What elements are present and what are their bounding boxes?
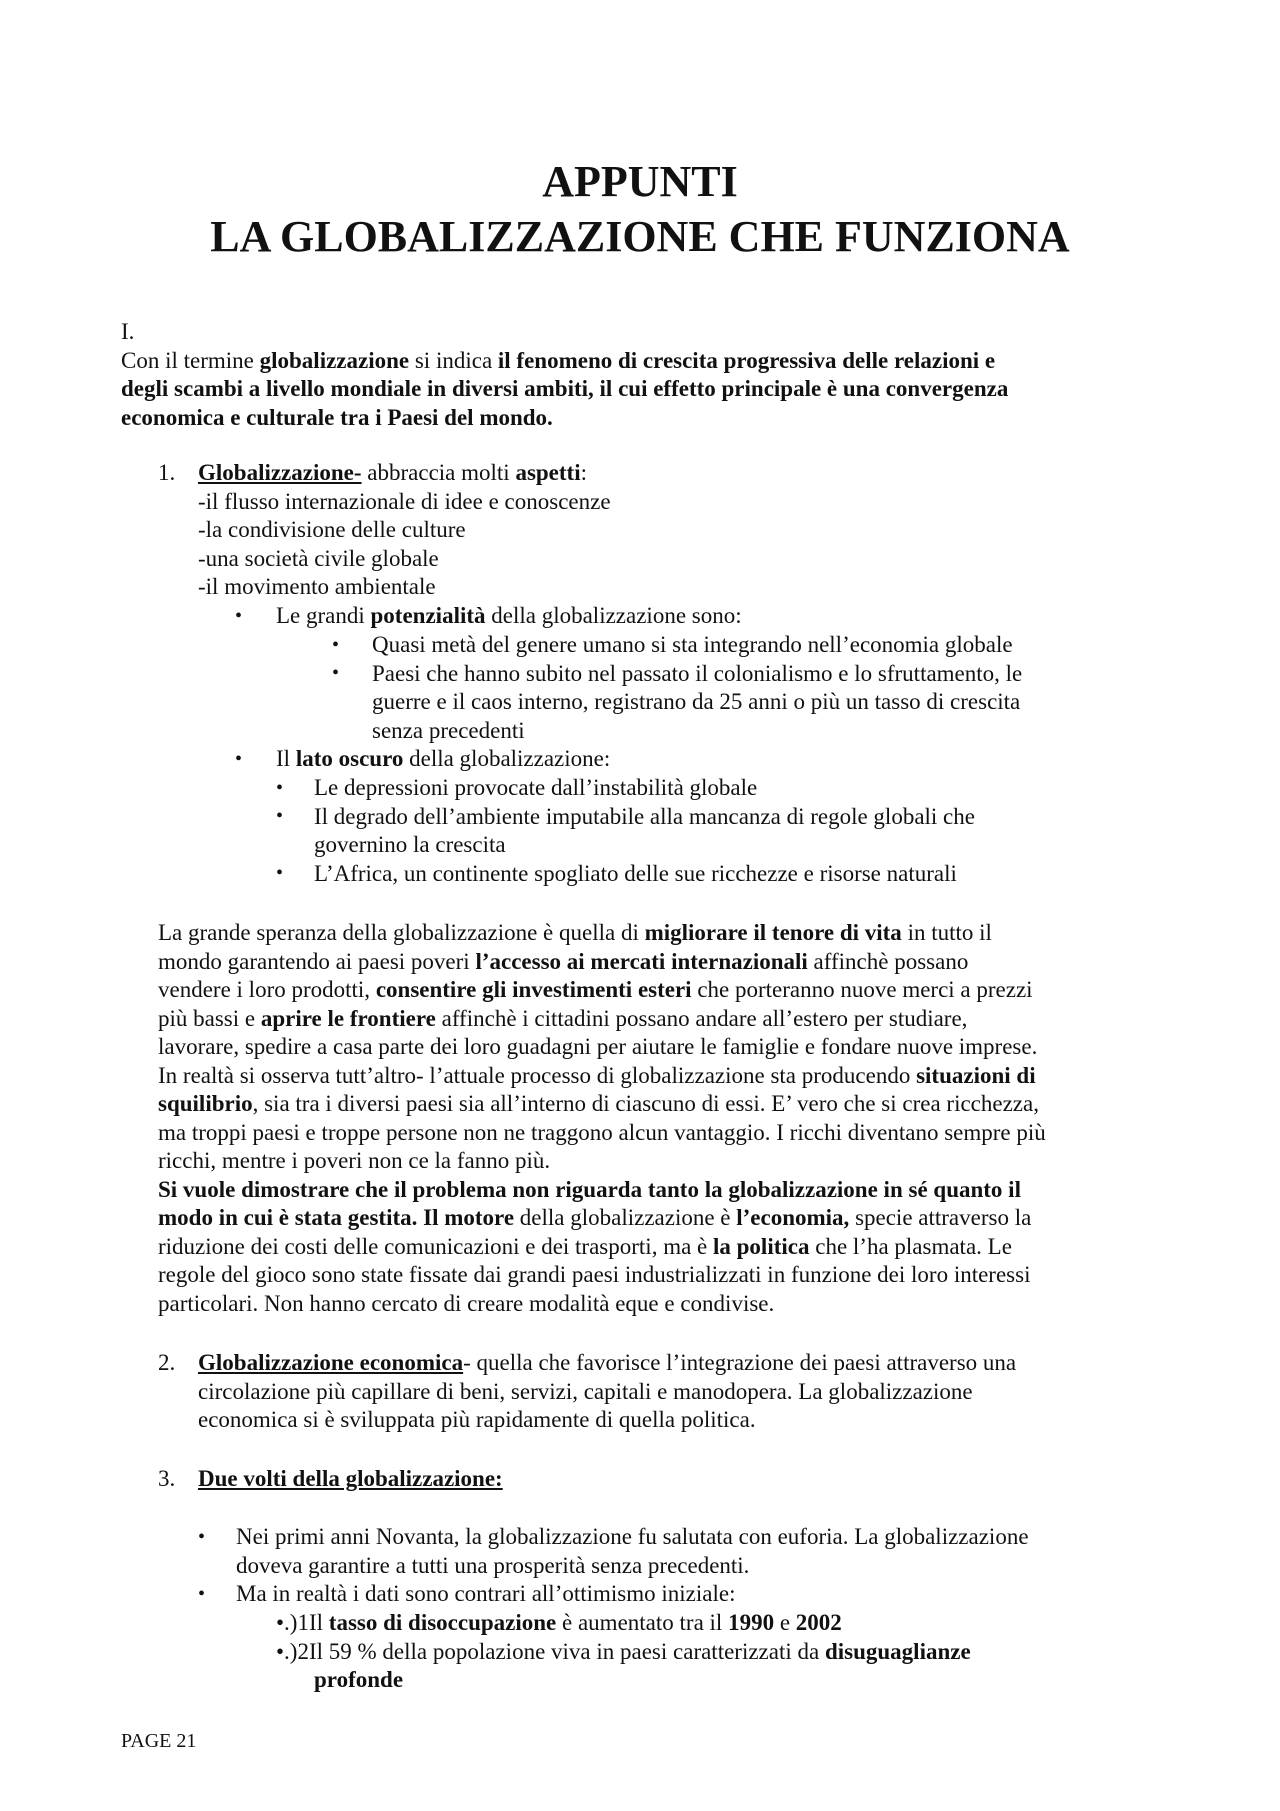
section-1-number: 1.: [158, 460, 176, 485]
text: Il: [308, 1610, 329, 1635]
text: affinchè i cittadini possano andare all’estero per studiare,: [435, 1005, 968, 1031]
aspect-item: -il movimento ambientale: [198, 574, 436, 599]
text: :: [580, 460, 587, 485]
text: Nei primi anni Novanta, la globalizzazione fu salutata con euforia. La globalizzazione: [236, 1524, 1029, 1549]
bullet-icon: •: [235, 748, 243, 770]
sub-item-1: [276, 1609, 971, 1638]
sub-item-2-cont: [276, 1666, 971, 1695]
list-item: Il degrado dell’ambiente imputabile alla mancanza di regole globali che: [314, 803, 975, 829]
text: della globalizzazione:: [403, 746, 611, 771]
bullet-icon: •: [198, 1526, 206, 1548]
text: , sia tra i diversi paesi sia all’interno di ciascuno di essi. E’ vero che si crea ricchezza,: [252, 1091, 1039, 1116]
text: che l’ha plasmata. Le: [809, 1233, 1012, 1259]
title-line-1: APPUNTI: [542, 157, 738, 206]
text: della globalizzazione è: [514, 1205, 737, 1230]
text: economica si è sviluppata più rapidamente di quella politica.: [198, 1407, 756, 1432]
section-2-block: [198, 1349, 1016, 1435]
title-line-2: LA GLOBALIZZAZIONE CHE FUNZIONA: [210, 212, 1070, 261]
list-item: Paesi che hanno subito nel passato il colonialismo e lo sfruttamento, le: [372, 660, 1023, 686]
text: lavorare, spedire a casa parte dei loro guadagni per aiutare le famiglie e fondare nuove imprese.: [158, 1034, 1038, 1059]
text: in tutto il: [901, 920, 992, 945]
section-1-heading: [198, 459, 611, 488]
text: regole del gioco sono state fissate dai grandi paesi industrializzati in funzione dei loro interessi: [158, 1262, 1031, 1287]
text-bold: 1990: [728, 1610, 775, 1635]
intro-line-3: [121, 404, 1008, 433]
text: affinchè possano: [807, 948, 969, 974]
text-bold: profonde: [314, 1667, 404, 1692]
aspect-item: -la condivisione delle culture: [198, 517, 466, 542]
intro-line-2: [121, 375, 1008, 404]
list-item: Quasi metà del genere umano si sta integrando nell’economia globale: [372, 632, 1013, 657]
list-item: Le depressioni provocate dall’instabilità globale: [314, 775, 758, 800]
list-item: guerre e il caos interno, registrano da 25 anni o più un tasso di crescita: [372, 689, 1021, 714]
text: Ma in realtà i dati sono contrari all’ottimismo iniziale:: [236, 1581, 736, 1606]
aspect-item: -una società civile globale: [198, 545, 439, 571]
intro-block: [121, 318, 1008, 432]
list-item: L’Africa, un continente spogliato delle sue ricchezze e risorse naturali: [314, 860, 957, 886]
sub-list: [276, 1609, 971, 1695]
text: è aumentato tra il: [556, 1610, 729, 1635]
bullet-icon: •: [276, 805, 284, 827]
text-bold: disuguaglianze: [824, 1638, 971, 1664]
text-bold: degli scambi a livello mondiale in diversi ambiti, il cui effetto principale è una convergenza: [121, 376, 1009, 401]
text: Il 59 % della popolazione viva in paesi caratterizzati da: [308, 1638, 825, 1664]
text: ricchi, mentre i poveri non ce la fanno più.: [158, 1148, 551, 1173]
main-paragraph: [158, 919, 1046, 1318]
text-bold: lato oscuro: [295, 746, 404, 771]
bullet-icon: •: [332, 662, 340, 684]
bullet-icon: •: [235, 605, 243, 627]
bullet-icon: •: [198, 1583, 206, 1605]
text-bold: aspetti: [515, 460, 581, 485]
potential-list: [372, 631, 1022, 745]
bullet-icon: •: [276, 862, 284, 884]
text: specie attraverso la: [849, 1205, 1032, 1230]
section-3-number: 3.: [158, 1466, 176, 1491]
text: Il: [276, 746, 296, 771]
page-number: PAGE 21: [121, 1730, 197, 1752]
sub-item-2: [276, 1638, 971, 1667]
text: doveva garantire a tutti una prosperità senza precedenti.: [236, 1552, 750, 1578]
text-bold: tasso di disoccupazione: [328, 1610, 557, 1635]
sub-item-marker: •.)1: [276, 1610, 309, 1635]
text: particolari. Non hanno cercato di creare modalità eque e condivise.: [158, 1290, 775, 1316]
bullet-icon: •: [332, 634, 340, 656]
section-3-heading: [198, 1465, 503, 1494]
text: - quella che favorisce l’integrazione dei paesi attraverso una: [463, 1350, 1017, 1375]
text: riduzione dei costi delle comunicazioni e dei trasporti, ma è: [158, 1233, 713, 1259]
text-bold: migliorare il tenore di vita: [644, 920, 902, 945]
text: circolazione più capillare di beni, servizi, capitali e manodopera. La globalizzazione: [198, 1378, 973, 1404]
text-bold: Si vuole dimostrare che il problema non riguarda tanto la globalizzazione in sé quanto il: [158, 1176, 1021, 1202]
section-2-number: 2.: [158, 1350, 176, 1375]
text: più bassi e: [158, 1005, 261, 1031]
text-bold: situazioni di: [916, 1062, 1036, 1088]
text-bold: globalizzazione: [259, 347, 410, 373]
text-bold: modo in cui è stata gestita. Il motore: [158, 1205, 515, 1230]
heading-underlined: Globalizzazione-: [198, 460, 362, 485]
text-bold: 2002: [795, 1610, 842, 1635]
section-1-block: [198, 459, 611, 602]
text: della globalizzazione sono:: [485, 603, 742, 628]
text: In realtà si osserva tutt’altro- l’attuale processo di globalizzazione sta producendo: [158, 1062, 917, 1088]
text-bold: il fenomeno di crescita progressiva delle relazioni e: [497, 347, 996, 373]
heading-underlined: Due volti della globalizzazione:: [198, 1466, 503, 1491]
list-item: governino la crescita: [314, 832, 506, 857]
roman-numeral: I.: [121, 319, 135, 344]
text: mondo garantendo ai paesi poveri: [158, 948, 476, 974]
section-3-bullet-1: [236, 1523, 1029, 1580]
text: e: [774, 1610, 796, 1635]
text: che porteranno nuove merci a prezzi: [691, 977, 1033, 1002]
text-bold: squilibrio: [158, 1091, 253, 1116]
heading-underlined: Globalizzazione economica: [198, 1350, 464, 1375]
text-bold: l’economia,: [736, 1205, 850, 1230]
text-bold: la politica: [713, 1233, 810, 1259]
text: abbraccia molti: [361, 460, 516, 485]
text: ma troppi paesi e troppe persone non ne traggono alcun vantaggio. I ricchi diventano sempre più: [158, 1119, 1046, 1145]
text: La grande speranza della globalizzazione è quella di: [158, 920, 645, 945]
text: Le grandi: [276, 603, 371, 628]
bullet-icon: •: [276, 777, 284, 799]
text: Con il termine: [121, 347, 260, 373]
potential-heading: [276, 602, 742, 631]
text-bold: economica e culturale tra i Paesi del mondo.: [121, 404, 553, 430]
text-bold: potenzialità: [370, 603, 486, 628]
sub-item-marker: •.)2: [276, 1638, 309, 1664]
text-bold: aprire le frontiere: [260, 1005, 436, 1031]
text-bold: consentire gli investimenti esteri: [375, 977, 692, 1002]
text: vendere i loro prodotti,: [158, 977, 376, 1002]
dark-side-list: [314, 774, 975, 888]
text-bold: l’accesso ai mercati internazionali: [475, 948, 808, 974]
list-item: senza precedenti: [372, 717, 525, 743]
text: si indica: [409, 347, 498, 373]
intro-line-1: [121, 347, 1008, 376]
aspect-item: -il flusso internazionale di idee e conoscenze: [198, 488, 611, 514]
section-3-bullet-2: [236, 1580, 735, 1609]
dark-side-heading: [276, 745, 610, 774]
